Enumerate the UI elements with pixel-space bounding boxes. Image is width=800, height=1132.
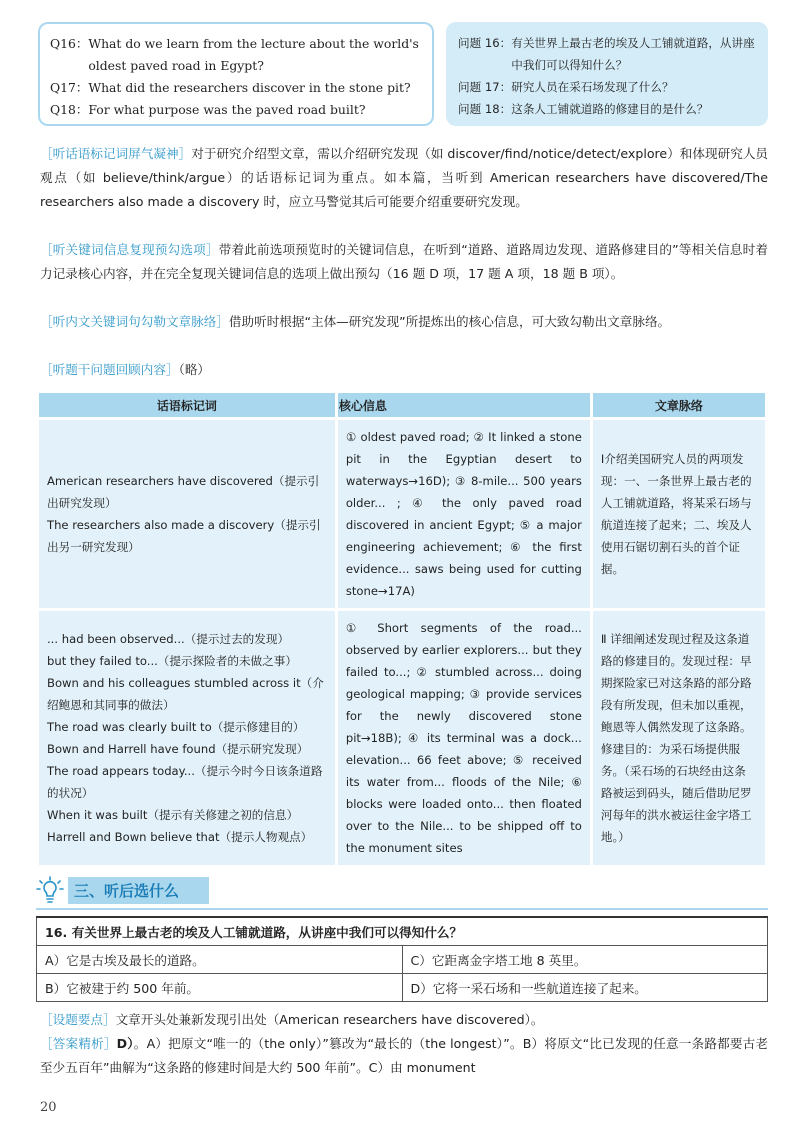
section-header bbox=[36, 872, 768, 908]
tip-review: ［听题干问题回顾内容］（略） bbox=[40, 362, 211, 377]
options-row bbox=[37, 946, 768, 974]
english-questions-box bbox=[38, 22, 434, 126]
section-title: 三、听后选什么 bbox=[68, 877, 209, 904]
tip-outline: ［听内文关键词句勾勒文章脉络］借助听时根据“主体—研究发现”所提炼出的核心信息，可大致勾勒出文章脉络。 bbox=[40, 314, 671, 329]
options-row bbox=[37, 974, 768, 1002]
table-header-row bbox=[39, 393, 765, 417]
question-cn-17: 问题 17： 研究人员在采石场发现了什么？ bbox=[458, 80, 674, 94]
table-row bbox=[39, 611, 765, 865]
tip-keyword-options: ［听关键词信息复现预勾选项］带着此前选项预览时的关键词信息，在听到“道路、道路周边发现、道路修建目的”等相关信息时着力记录核心内容，并在完全复现关键词信息的选项上做出预勾（16 题 D 项，17 题 A 项，18 题 B 项）。 bbox=[40, 242, 768, 281]
question-en-16: Q16： What do we learn from the lecture about the world's oldest paved road in Egypt? bbox=[50, 36, 419, 73]
answer-analysis: ［答案精析］D）。A）把原文“唯一的（the only）”篡改为“最长的（the longest）”。B）将原文“比已发现的任意一条路都要古老至少五百年”曲解为“这条路的修建时间是大约 500 年前”。C）由 monument bbox=[40, 1036, 769, 1075]
markers-cell: American researchers have discovered（提示引出研究发现） The researchers also made a discovery（提示引出另一研究发现） bbox=[39, 420, 335, 608]
answer-key-point: ［设题要点］文章开头处兼新发现引出处（American researchers have discovered）。 bbox=[40, 1012, 544, 1027]
table-row bbox=[39, 420, 765, 608]
question-en-17: Q17： What did the researchers discover in the stone pit? bbox=[50, 80, 411, 95]
header-markers: 话语标记词 bbox=[39, 393, 335, 417]
question-stem: 16. 有关世界上最古老的埃及人工铺就道路，从讲座中我们可以得知什么？ bbox=[37, 917, 768, 946]
option-c: C）它距离金字塔工地 8 英里。 bbox=[402, 946, 768, 974]
core-cell: ① Short segments of the road... observed by earlier explorers... but they failed to...; ② stumbled across... doing geological mapping; ③ provide services for the newly discovered stone pit→18B); ④ its terminal was a dock... elevation... 66 feet above; ⑤ received its water from... floods of the Nile; ⑥ blocks were loaded onto... then floated over to the Nile... to be shipped off to the monument sites bbox=[338, 611, 590, 865]
tip-discourse-markers: ［听话语标记词屏气凝神］对于研究介绍型文章，需以介绍研究发现（如 discover/find/notice/detect/explore）和体现研究人员观点（如 believe/think/argue）的话语标记词为重点。如本篇，当听到 American researchers have discovered/The researchers also made a discovery 时，应立马警觉其后可能要介绍重要研究发现。 bbox=[40, 146, 769, 209]
header-core: 核心信息 bbox=[338, 393, 590, 417]
option-a: A）它是古埃及最长的道路。 bbox=[37, 946, 403, 974]
section-rule bbox=[36, 908, 768, 910]
lightbulb-icon bbox=[36, 876, 64, 904]
option-b: B）它被建于约 500 年前。 bbox=[37, 974, 403, 1002]
chinese-questions-box bbox=[446, 22, 768, 126]
outline-cell: Ⅰ介绍美国研究人员的两项发现：一、一条世界上最古老的人工铺就道路，将某采石场与航道连接了起来；二、埃及人使用石锯切割石头的首个证据。 bbox=[593, 420, 765, 608]
question-16-table bbox=[36, 916, 768, 1002]
markers-cell: ... had been observed...（提示过去的发现） but they failed to...（提示探险者的未做之事） Bown and his colleagues stumbled across it（介绍鲍恩和其同事的做法） The road was clearly built to（提示修建目的） Bown and Harrell have found（提示研究发现） The road appears today...（提示今时今日该条道路的状况） When it was built（提示有关修建之初的信息） Harrell and Bown believe that（提示人物观点） bbox=[39, 611, 335, 865]
option-d: D）它将一采石场和一些航道连接了起来。 bbox=[402, 974, 768, 1002]
question-en-18: Q18： For what purpose was the paved road built? bbox=[50, 102, 366, 117]
header-outline: 文章脉络 bbox=[593, 393, 765, 417]
question-stem-row bbox=[37, 917, 768, 946]
question-cn-18: 问题 18： 这条人工铺就道路的修建目的是什么？ bbox=[458, 102, 709, 116]
core-cell: ① oldest paved road; ② It linked a stone pit in the Egyptian desert to waterways→16D); ③ 8-mile... 500 years older... ; ④ the only paved road discovered in ancient Egypt; ⑤ a major engineering achievement; ⑥ the first evidence... saws being used for cutting stone→17A) bbox=[338, 420, 590, 608]
outline-cell: Ⅱ 详细阐述发现过程及这条道路的修建目的。发现过程：早期探险家已对这条路的部分路段有所发现，但未加以重视，鲍恩等人偶然发现了这条路。修建目的：为采石场提供服务。（采石场的石块经由这条路被运到码头，随后借助尼罗河每年的洪水被运往金字塔工地。） bbox=[593, 611, 765, 865]
analysis-table bbox=[36, 390, 768, 868]
question-cn-16: 问题 16： 有关世界上最古老的埃及人工铺就道路，从讲座中我们可以得知什么？ bbox=[458, 36, 755, 72]
page-number: 20 bbox=[40, 1100, 57, 1115]
